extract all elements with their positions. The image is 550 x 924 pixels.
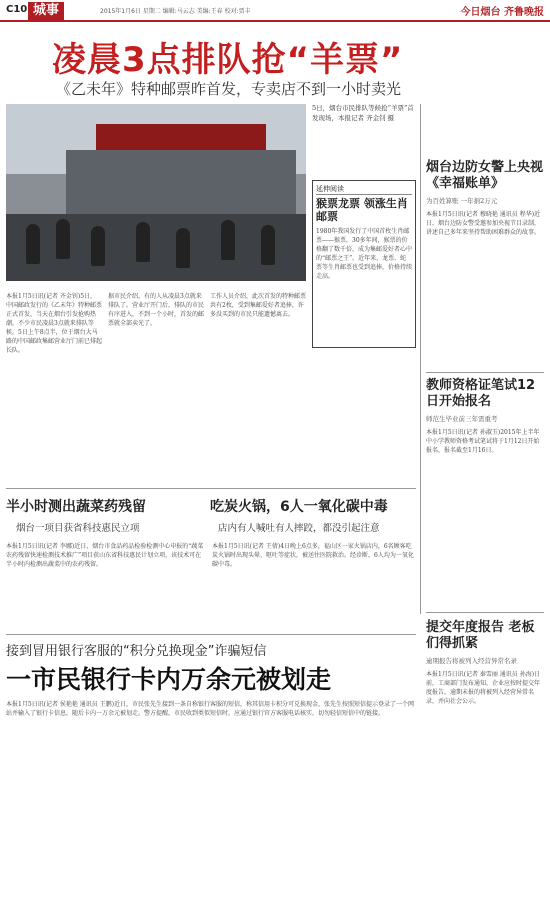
co-body: 本报1月5日讯(记者 王倩)4日晚上6点多，福山区一家火锅店内，6名顾客吃炭火锅时出现头晕、呕吐等症状，被送往医院救治。经诊断，6人均为一氧化碳中毒。 [212,543,414,568]
bottom-body: 本报1月5日讯(记者 侯艳艳 通讯员 王鹏)近日，市民张先生接到一条自称银行客服的短信，称其信用卡积分可兑换现金，张先生按照短信提示登录了一个网站并输入了银行卡信息，随后卡内一万余元被划走。警方提醒，市民收到类似短信时，应通过银行官方客服电话核实，切勿轻信短信中的链接。 [6,701,415,717]
photo-person [56,219,70,259]
sidebar-divider [426,372,544,373]
box-body: 1980年我国发行了中国首枚生肖邮票——猴票，30多年间，猴票的价格翻了数千倍，成为集邮爱好者心中的“邮票之王”。近年来，龙票、蛇票等生肖邮票也受到追捧，价格持续走高。 [316,228,412,280]
sidebar-body-1: 本报1月5日讯(记者 穆晓艳 通讯员 程华)近日，烟台边防女警受邀参加央视节目录制，讲述自己多年来坚持帮助困难群众的故事。 [426,211,541,236]
lead-body-col1: 本报1月5日讯(记者 齐金钊)5日，中国邮政发行的《乙未年》特种邮票正式首发，当天在烟台引发抢购热潮，不少市民凌晨3点就来排队等候。5日上午8点半，位于烟台大马路的中国邮政集邮营业厅门前已排起长队。 [6,293,102,354]
section-label: 城事 [28,2,64,20]
column-rule [420,104,421,614]
sidebar-subtitle-3: 逾期报告将被列入经营异常名录 [426,657,517,665]
sidebar-subtitle-1: 为百姓算账 一年捐2万元 [426,197,498,205]
lead-photo [6,104,306,281]
related-reading-box [312,180,416,348]
section-divider [6,488,416,489]
photo-person [26,224,40,264]
photo-person [91,226,105,266]
veg-body: 本报1月5日讯(记者 李娜)近日，烟台市食品药品检验检测中心申报的“蔬菜农药残留快速检测技术推广”项目获山东省科技惠民计划立项，该技术可在半小时内检测出蔬菜中的农药残留。 [6,543,204,568]
box-title: 猴票龙票 领涨生肖邮票 [316,197,408,223]
lead-body-col3: 工作人员介绍，此次首发的特种邮票共有2枚，受到集邮爱好者追捧，许多没买到的市民只能遗憾离去。 [210,293,306,318]
photo-shop-sign [96,124,266,150]
sidebar-body-2: 本报1月5日讯(记者 孙淑玉)2015年上半年中小学教师资格考试笔试将于1月12日开始报名，报名截至1月16日。 [426,429,540,454]
sidebar-body-3: 本报1月5日讯(记者 秦雪丽 通讯员 孙海)日前，工商部门发布通知，企业应按时提交年度报告，逾期未报的将被列入经营异常名录，并向社会公示。 [426,671,541,705]
newspaper-brand: 今日烟台 齐鲁晚报 [460,7,544,18]
photo-caption: 5日，烟台市民排队等候抢“羊票”首发现场，本报记者 齐金钊 摄 [312,104,414,122]
edition-meta: 2015年1月6日 星期二 编辑:马云志 美编:王春 校对:贾丰 [100,8,251,15]
section-divider [6,634,416,635]
sidebar-title-3: 提交年度报告 老板们得抓紧 [426,620,535,651]
sidebar-subtitle-2: 师范生毕业前三年需重考 [426,415,498,423]
sidebar-title-1: 烟台边防女警上央视《幸福账单》 [426,160,544,191]
sidebar-title-2: 教师资格证笔试12日开始报名 [426,378,536,409]
bottom-kicker: 接到冒用银行客服的“积分兑换现金”诈骗短信 [6,644,267,659]
photo-person [221,220,235,260]
page-number: C10 [6,4,28,15]
lead-headline: 凌晨3点排队抢“羊票” [52,40,404,80]
lead-body-col2: 据市民介绍，有的人从凌晨3点就来排队了。营业厅开门后，排队的市民有序进入，不到一个小时，首发的邮票就全部卖光了。 [108,293,204,327]
masthead [0,0,550,22]
photo-person [136,222,150,262]
box-tag: 延伸阅读 [316,184,412,195]
co-headline: 吃炭火锅，6人一氧化碳中毒 [210,499,388,515]
bottom-headline: 一市民银行卡内万余元被划走 [6,665,332,694]
photo-person [261,225,275,265]
sidebar-divider [426,612,544,613]
veg-headline: 半小时测出蔬菜药残留 [6,499,146,515]
veg-subhead: 烟台一项目获省科技惠民立项 [16,523,140,534]
co-subhead: 店内有人喊吐有人摔跤，都没引起注意 [218,523,380,534]
lead-subhead: 《乙未年》特种邮票昨首发，专卖店不到一小时卖光 [56,80,402,98]
photo-person [176,228,190,268]
